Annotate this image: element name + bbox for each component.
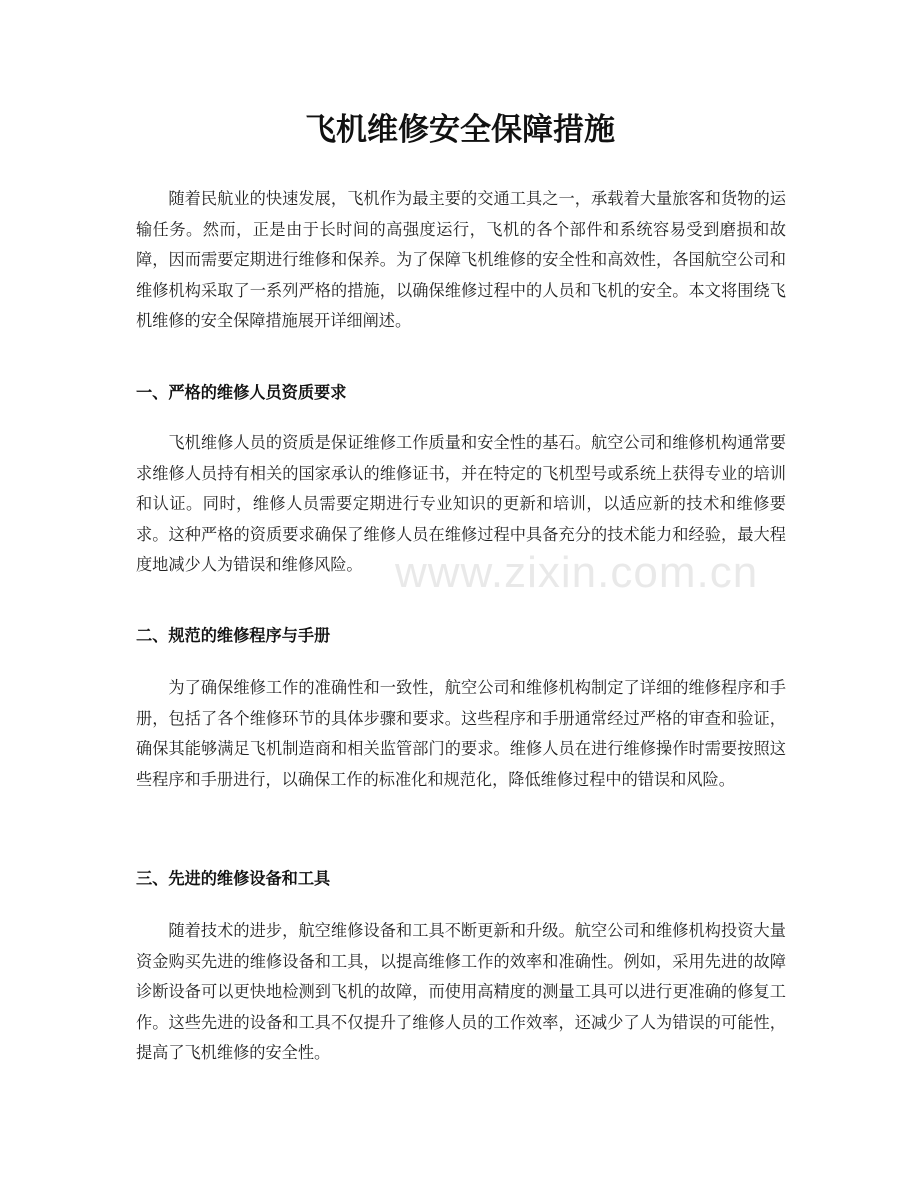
section-heading-2: 二、规范的维修程序与手册 [136, 626, 331, 645]
section-body-3: 随着技术的进步，航空维修设备和工具不断更新和升级。航空公司和维修机构投资大量资金购买先进的维修设备和工具，以提高维修工作的效率和准确性。例如，采用先进的故障诊断设备可以更快地检测到飞机的故障，而使用高精度的测量工具可以进行更准确的修复工作。这些先进的设备和工具不仅提升了维修人员的工作效率，还减少了人为错误的可能性，提高了飞机维修的安全性。 [136, 921, 786, 1062]
section-heading-1: 一、严格的维修人员资质要求 [136, 383, 347, 402]
section-body-2: 为了确保维修工作的准确性和一致性，航空公司和维修机构制定了详细的维修程序和手册，包括了各个维修环节的具体步骤和要求。这些程序和手册通常经过严格的审查和验证，确保其能够满足飞机制造商和相关监管部门的要求。维修人员在进行维修操作时需要按照这些程序和手册进行，以确保工作的标准化和规范化，降低维修过程中的错误和风险。 [136, 678, 786, 789]
section-heading-3: 三、先进的维修设备和工具 [136, 869, 331, 888]
document-title: 飞机维修安全保障措施 [305, 112, 615, 148]
intro-paragraph: 随着民航业的快速发展，飞机作为最主要的交通工具之一，承载着大量旅客和货物的运输任务。然而，正是由于长时间的高强度运行，飞机的各个部件和系统容易受到磨损和故障，因而需要定期进行维修和保养。为了保障飞机维修的安全性和高效性，各国航空公司和维修机构采取了一系列严格的措施，以确保维修过程中的人员和飞机的安全。本文将围绕飞机维修的安全保障措施展开详细阐述。 [136, 189, 786, 330]
section-body-1: 飞机维修人员的资质是保证维修工作质量和安全性的基石。航空公司和维修机构通常要求维修人员持有相关的国家承认的维修证书，并在特定的飞机型号或系统上获得专业的培训和认证。同时，维修人员需要定期进行专业知识的更新和培训，以适应新的技术和维修要求。这种严格的资质要求确保了维修人员在维修过程中具备充分的技术能力和经验，最大程度地减少人为错误和维修风险。 [136, 433, 786, 574]
watermark: www.zixin.com.cn [395, 548, 759, 597]
